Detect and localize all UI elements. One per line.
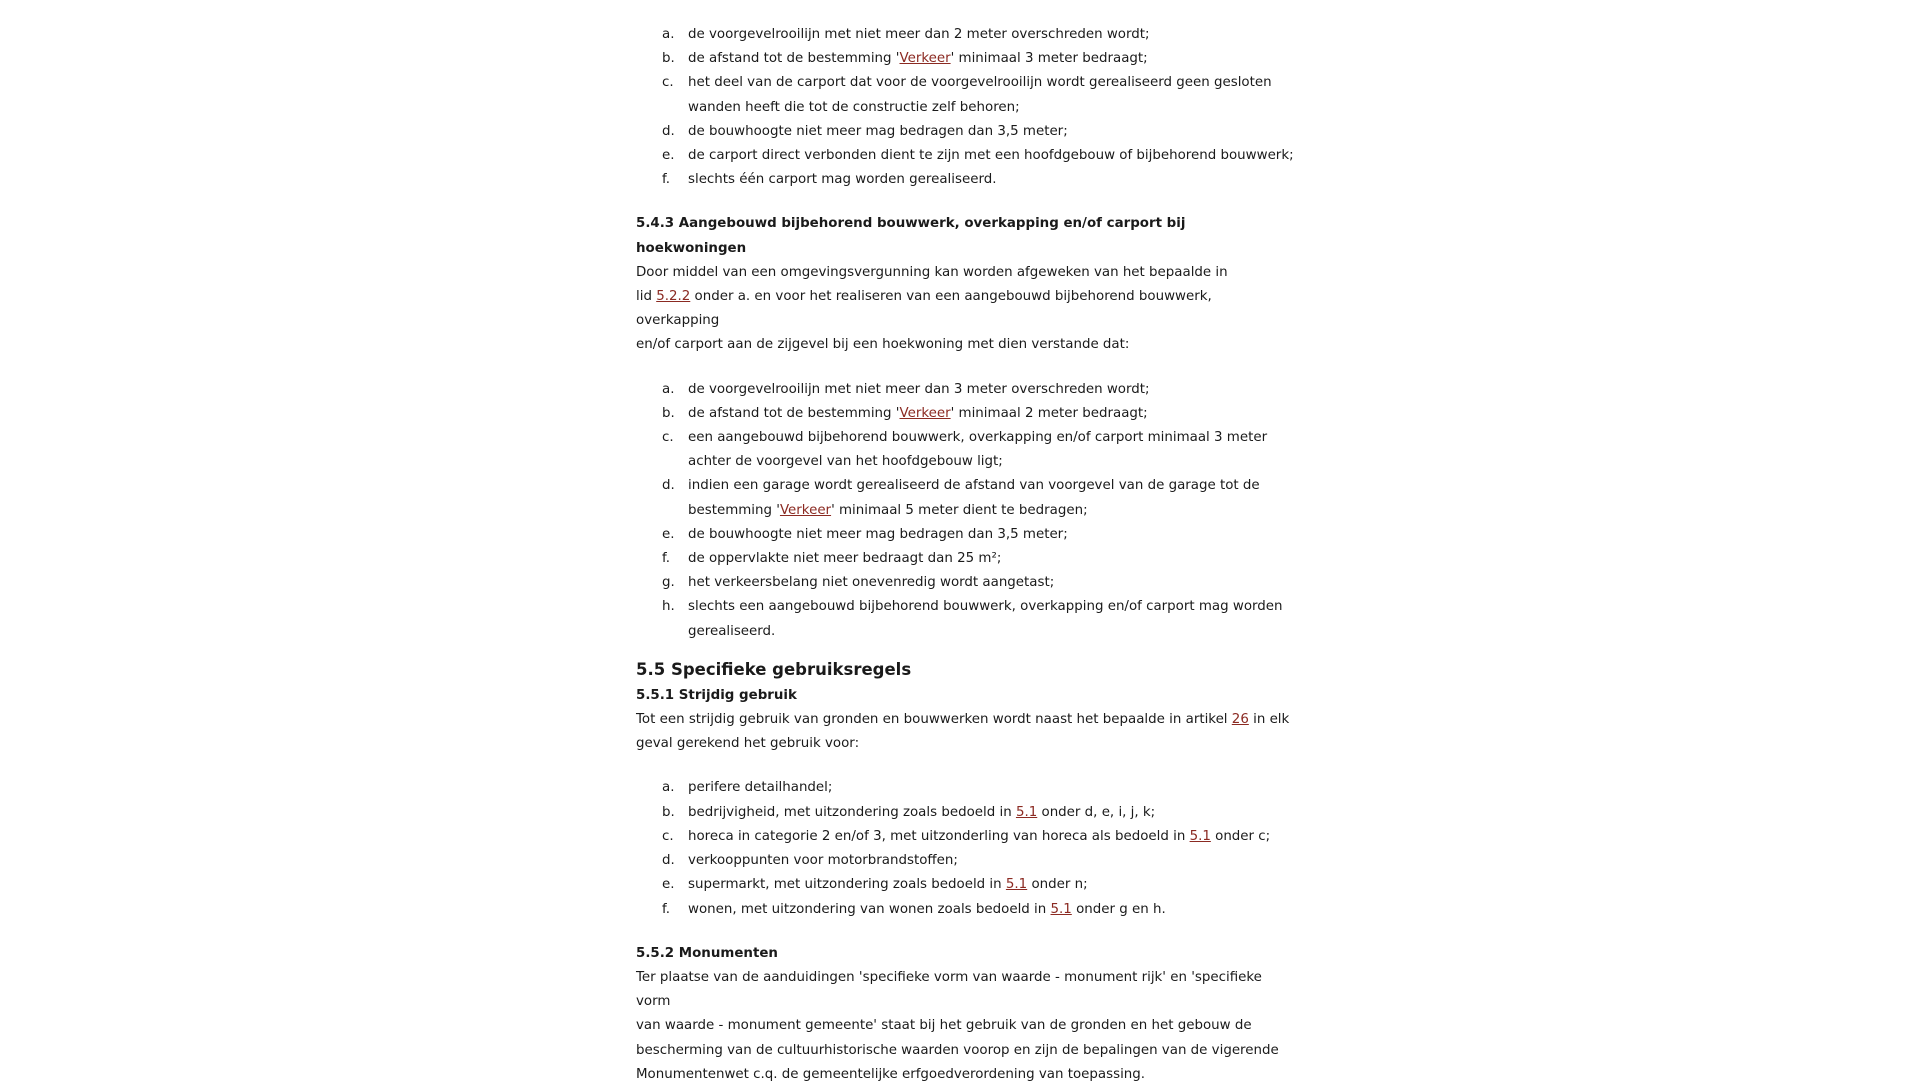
- list-marker: a.: [662, 780, 675, 796]
- list-text: horeca in categorie 2 en/of 3, met uitzonderling van horeca als bedoeld in: [688, 828, 1190, 844]
- list-text: het verkeersbelang niet onevenredig wordt aangetast;: [688, 575, 1055, 591]
- verkeer-link[interactable]: Verkeer: [779, 502, 832, 518]
- list-marker: e.: [662, 526, 675, 542]
- list-marker: d.: [662, 123, 675, 139]
- list-text: bedrijvigheid, met uitzondering zoals bedoeld in: [688, 804, 1016, 820]
- strijdig-gebruik-list: [636, 776, 1296, 921]
- list-text: verkooppunten voor motorbrandstoffen;: [688, 853, 958, 869]
- list-text: ' minimaal 3 meter bedraagt;: [950, 51, 1148, 67]
- list-marker: h.: [662, 599, 675, 615]
- paragraph: [636, 966, 1296, 1087]
- list-item: [662, 168, 1296, 192]
- list-text: het deel van de carport dat voor de voorgevelrooilijn wordt gerealiseerd geen gesloten: [688, 75, 1272, 91]
- list-text: ' minimaal 5 meter dient te bedragen;: [831, 502, 1088, 518]
- list-item: [662, 898, 1296, 922]
- list-text: de afstand tot de bestemming ': [688, 51, 900, 67]
- list-marker: b.: [662, 51, 675, 67]
- list-text: supermarkt, met uitzondering zoals bedoeld in: [688, 877, 1006, 893]
- list-item: [662, 378, 1296, 402]
- paragraph: [636, 261, 1296, 358]
- list-marker: d.: [662, 478, 675, 494]
- paragraph: [636, 708, 1296, 756]
- list-text: indien een garage wordt gerealiseerd de afstand van voorgevel van de garage tot de: [688, 478, 1260, 494]
- artikel-5-1-link[interactable]: 5.1: [1015, 804, 1038, 820]
- list-item: [662, 144, 1296, 168]
- paragraph-text: geval gerekend het gebruik voor:: [636, 736, 860, 752]
- list-text: de bouwhoogte niet meer mag bedragen dan 3,5 meter;: [688, 526, 1068, 542]
- list-text: de voorgevelrooilijn met niet meer dan 2 meter overschreden wordt;: [688, 27, 1150, 42]
- list-item: [662, 595, 1296, 643]
- list-marker: f.: [662, 901, 670, 917]
- paragraph-text: Ter plaatse van de aanduidingen 'specifieke vorm van waarde - monument rijk' en 'specifieke vorm: [636, 969, 1262, 1010]
- paragraph-text: Door middel van een omgevingsvergunning kan worden afgeweken van het bepaalde in: [636, 264, 1228, 280]
- list-marker: b.: [662, 405, 675, 421]
- spacer: [636, 756, 1296, 776]
- list-text: onder c;: [1210, 828, 1271, 844]
- list-text: slechts een aangebouwd bijbehorend bouwwerk, overkapping en/of carport mag worden: [688, 599, 1283, 615]
- artikel-5-1-link[interactable]: 5.1: [1005, 877, 1028, 893]
- paragraph-text: Tot een strijdig gebruik van gronden en bouwwerken wordt naast het bepaalde in artikel: [636, 712, 1232, 728]
- paragraph-text: in elk: [1248, 712, 1290, 728]
- list-text: bestemming ': [688, 502, 780, 518]
- list-text: slechts één carport mag worden gerealiseerd.: [688, 172, 997, 188]
- list-text: wonen, met uitzondering van wonen zoals bedoeld in: [688, 901, 1051, 917]
- list-item: [662, 776, 1296, 800]
- spacer: [636, 358, 1296, 378]
- list-text: achter de voorgevel van het hoofdgebouw ligt;: [688, 454, 1003, 470]
- list-marker: f.: [662, 172, 670, 188]
- list-item: [662, 825, 1296, 849]
- list-item: [662, 402, 1296, 426]
- lid-5-2-2-link[interactable]: 5.2.2: [656, 289, 691, 305]
- artikel-26-link[interactable]: 26: [1231, 712, 1249, 728]
- list-text: een aangebouwd bijbehorend bouwwerk, overkapping en/of carport minimaal 3 meter: [688, 430, 1268, 446]
- list-marker: a.: [662, 381, 675, 397]
- paragraph-text: lid: [636, 289, 657, 305]
- list-marker: c.: [662, 75, 674, 91]
- section-heading-5-5-2: 5.5.2 Monumenten: [636, 945, 778, 961]
- list-item: [662, 71, 1296, 119]
- paragraph-text: van waarde - monument gemeente' staat bij het gebruik van de gronden en het gebouw de: [636, 1018, 1252, 1034]
- paragraph-text: bescherming van de cultuurhistorische waarden voorop en zijn de bepalingen van de vigerende: [636, 1042, 1279, 1058]
- list-marker: a.: [662, 27, 675, 42]
- list-text: de afstand tot de bestemming ': [688, 405, 900, 421]
- list-text: de carport direct verbonden dient te zijn met een hoofdgebouw of bijbehorend bouwwerk;: [688, 148, 1294, 164]
- list-marker: g.: [662, 575, 675, 591]
- list-marker: b.: [662, 804, 675, 820]
- list-item: [662, 547, 1296, 571]
- list-marker: e.: [662, 148, 675, 164]
- list-item: [662, 474, 1296, 522]
- hoekwoning-conditions-list: [636, 378, 1296, 644]
- list-item: [662, 801, 1296, 825]
- list-text: onder d, e, i, j, k;: [1037, 804, 1156, 820]
- list-text: de bouwhoogte niet meer mag bedragen dan 3,5 meter;: [688, 123, 1068, 139]
- section-heading-5-5: 5.5 Specifieke gebruiksregels: [636, 659, 912, 679]
- list-item: [662, 873, 1296, 897]
- list-marker: f.: [662, 551, 670, 567]
- list-text: onder g en h.: [1071, 901, 1166, 917]
- carport-conditions-list: [636, 23, 1296, 192]
- list-text: onder n;: [1027, 877, 1088, 893]
- list-item: [662, 47, 1296, 71]
- list-item: [662, 523, 1296, 547]
- list-text: ' minimaal 2 meter bedraagt;: [950, 405, 1148, 421]
- list-item: [662, 426, 1296, 474]
- artikel-5-1-link[interactable]: 5.1: [1189, 828, 1211, 844]
- artikel-5-1-link[interactable]: 5.1: [1050, 901, 1072, 917]
- list-text: perifere detailhandel;: [688, 780, 833, 796]
- list-marker: e.: [662, 877, 675, 893]
- paragraph-text: en/of carport aan de zijgevel bij een hoekwoning met dien verstande dat:: [636, 337, 1130, 353]
- list-marker: c.: [662, 828, 674, 844]
- list-item: [662, 849, 1296, 873]
- list-item: [662, 23, 1296, 47]
- section-heading-5-5-1: 5.5.1 Strijdig gebruik: [636, 687, 797, 703]
- paragraph-text: Monumentenwet c.q. de gemeentelijke erfgoedverordening van toepassing.: [636, 1066, 1146, 1082]
- list-item: [662, 571, 1296, 595]
- verkeer-link[interactable]: Verkeer: [899, 51, 951, 67]
- list-text: wanden heeft die tot de constructie zelf behoren;: [688, 99, 1020, 115]
- paragraph-text: onder a. en voor het realiseren van een aangebouwd bijbehorend bouwwerk, overkapping: [636, 289, 1212, 329]
- section-heading-5-4-3: 5.4.3 Aangebouwd bijbehorend bouwwerk, overkapping en/of carport bij hoekwoningen: [636, 216, 1186, 256]
- list-marker: d.: [662, 853, 675, 869]
- list-item: [662, 120, 1296, 144]
- list-text: gerealiseerd.: [688, 623, 776, 639]
- list-text: de oppervlakte niet meer bedraagt dan 25 m²;: [688, 551, 1002, 567]
- list-marker: c.: [662, 430, 674, 446]
- list-text: de voorgevelrooilijn met niet meer dan 3 meter overschreden wordt;: [688, 381, 1150, 397]
- document-page: [636, 23, 1296, 1087]
- verkeer-link[interactable]: Verkeer: [899, 405, 951, 421]
